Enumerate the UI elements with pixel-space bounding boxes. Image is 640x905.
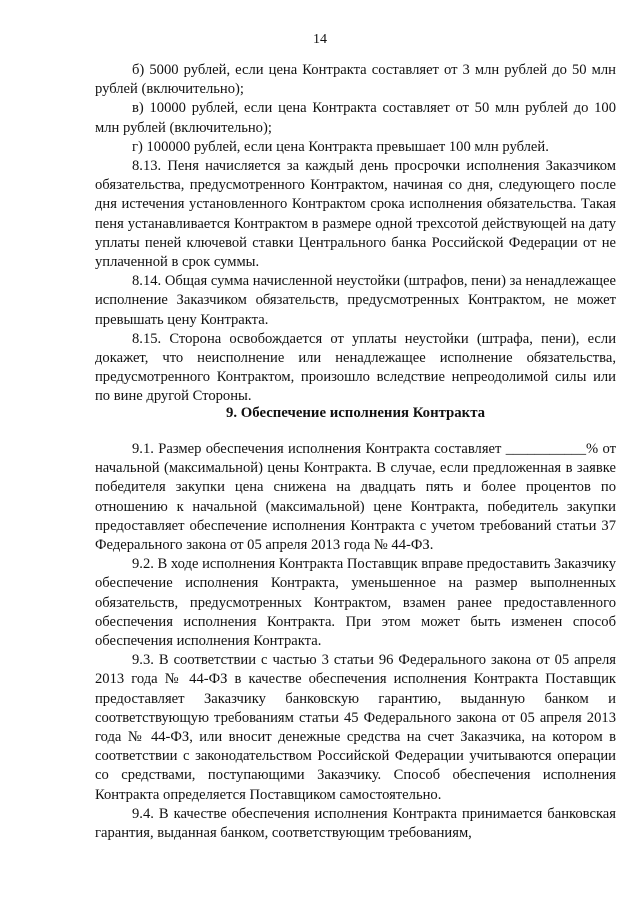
- paragraph-9-2: 9.2. В ходе исполнения Контракта Поставщик вправе предоставить Заказчику обеспечение исполнения Контракта, уменьшенное на размер выполненных обязательств, предусмотренных Контрактом, взамен ранее предоставленного обеспечения исполнения Контракта. При этом может быть изменен способ обеспечения исполнения Контракта.: [95, 556, 616, 650]
- section-9-body: [95, 440, 616, 843]
- paragraph-9-4: 9.4. В качестве обеспечения исполнения Контракта принимается банковская гарантия, выданная банком, соответствующим требованиям,: [95, 805, 616, 842]
- paragraph-8-14: 8.14. Общая сумма начисленной неустойки (штрафов, пени) за ненадлежащее исполнение Заказчиком обязательств, предусмотренных Контрактом, не может превышать цену Контракта.: [95, 273, 616, 328]
- page-number: 14: [313, 32, 327, 47]
- paragraph-penalty-g: г) 100000 рублей, если цена Контракта превышает 100 млн рублей.: [132, 138, 549, 155]
- paragraph-penalty-b: б) 5000 рублей, если цена Контракта составляет от 3 млн рублей до 50 млн рублей (включительно);: [95, 62, 616, 98]
- section-8-continuation: [95, 61, 616, 407]
- section-heading: 9. Обеспечение исполнения Контракта: [225, 405, 486, 421]
- paragraph-9-1: 9.1. Размер обеспечения исполнения Контракта составляет ___________% от начальной (максимальной) цены Контракта. В случае, если предложенная в заявке победителя закупки цена снижена на двадцать пять и более процентов по отношению к начальной (максимальной) цене Контракта, победитель закупки предоставляет обеспечение исполнения Контракта с учетом требований статьи 37 Федерального закона от 05 апреля 2013 года № 44-ФЗ.: [95, 441, 616, 554]
- paragraph-9-3: 9.3. В соответствии с частью 3 статьи 96 Федерального закона от 05 апреля 2013 года № 44-ФЗ в качестве обеспечения исполнения Контракта Поставщик предоставляет Заказчику банковскую гарантию, выданную банком и соответствующую требованиям статьи 45 Федерального закона от 05 апреля 2013 года № 44-ФЗ, или вносит денежные средства на счет Заказчика, на котором в соответствии с законодательством Российской Федерации учитываются операции со средствами, поступающими Заказчику. Способ обеспечения исполнения Контракта определяется Поставщиком самостоятельно.: [95, 652, 616, 803]
- paragraph-penalty-v: в) 10000 рублей, если цена Контракта составляет от 50 млн рублей до 100 млн рублей (включительно);: [95, 100, 616, 136]
- paragraph-8-15: 8.15. Сторона освобождается от уплаты неустойки (штрафа, пени), если докажет, что неисполнение или ненадлежащее исполнение обязательства, предусмотренного Контрактом, произошло вследствие непреодолимой силы или по вине другой Стороны.: [95, 330, 616, 405]
- paragraph-8-13: 8.13. Пеня начисляется за каждый день просрочки исполнения Заказчиком обязательства, предусмотренного Контрактом, начиная со дня, следующего после дня истечения установленного Контрактом срока исполнения обязательства. Такая пеня устанавливается Контрактом в размере одной трехсотой действующей на дату уплаты пеней ключевой ставки Центрального банка Российской Федерации от не уплаченной в срок суммы.: [95, 158, 616, 271]
